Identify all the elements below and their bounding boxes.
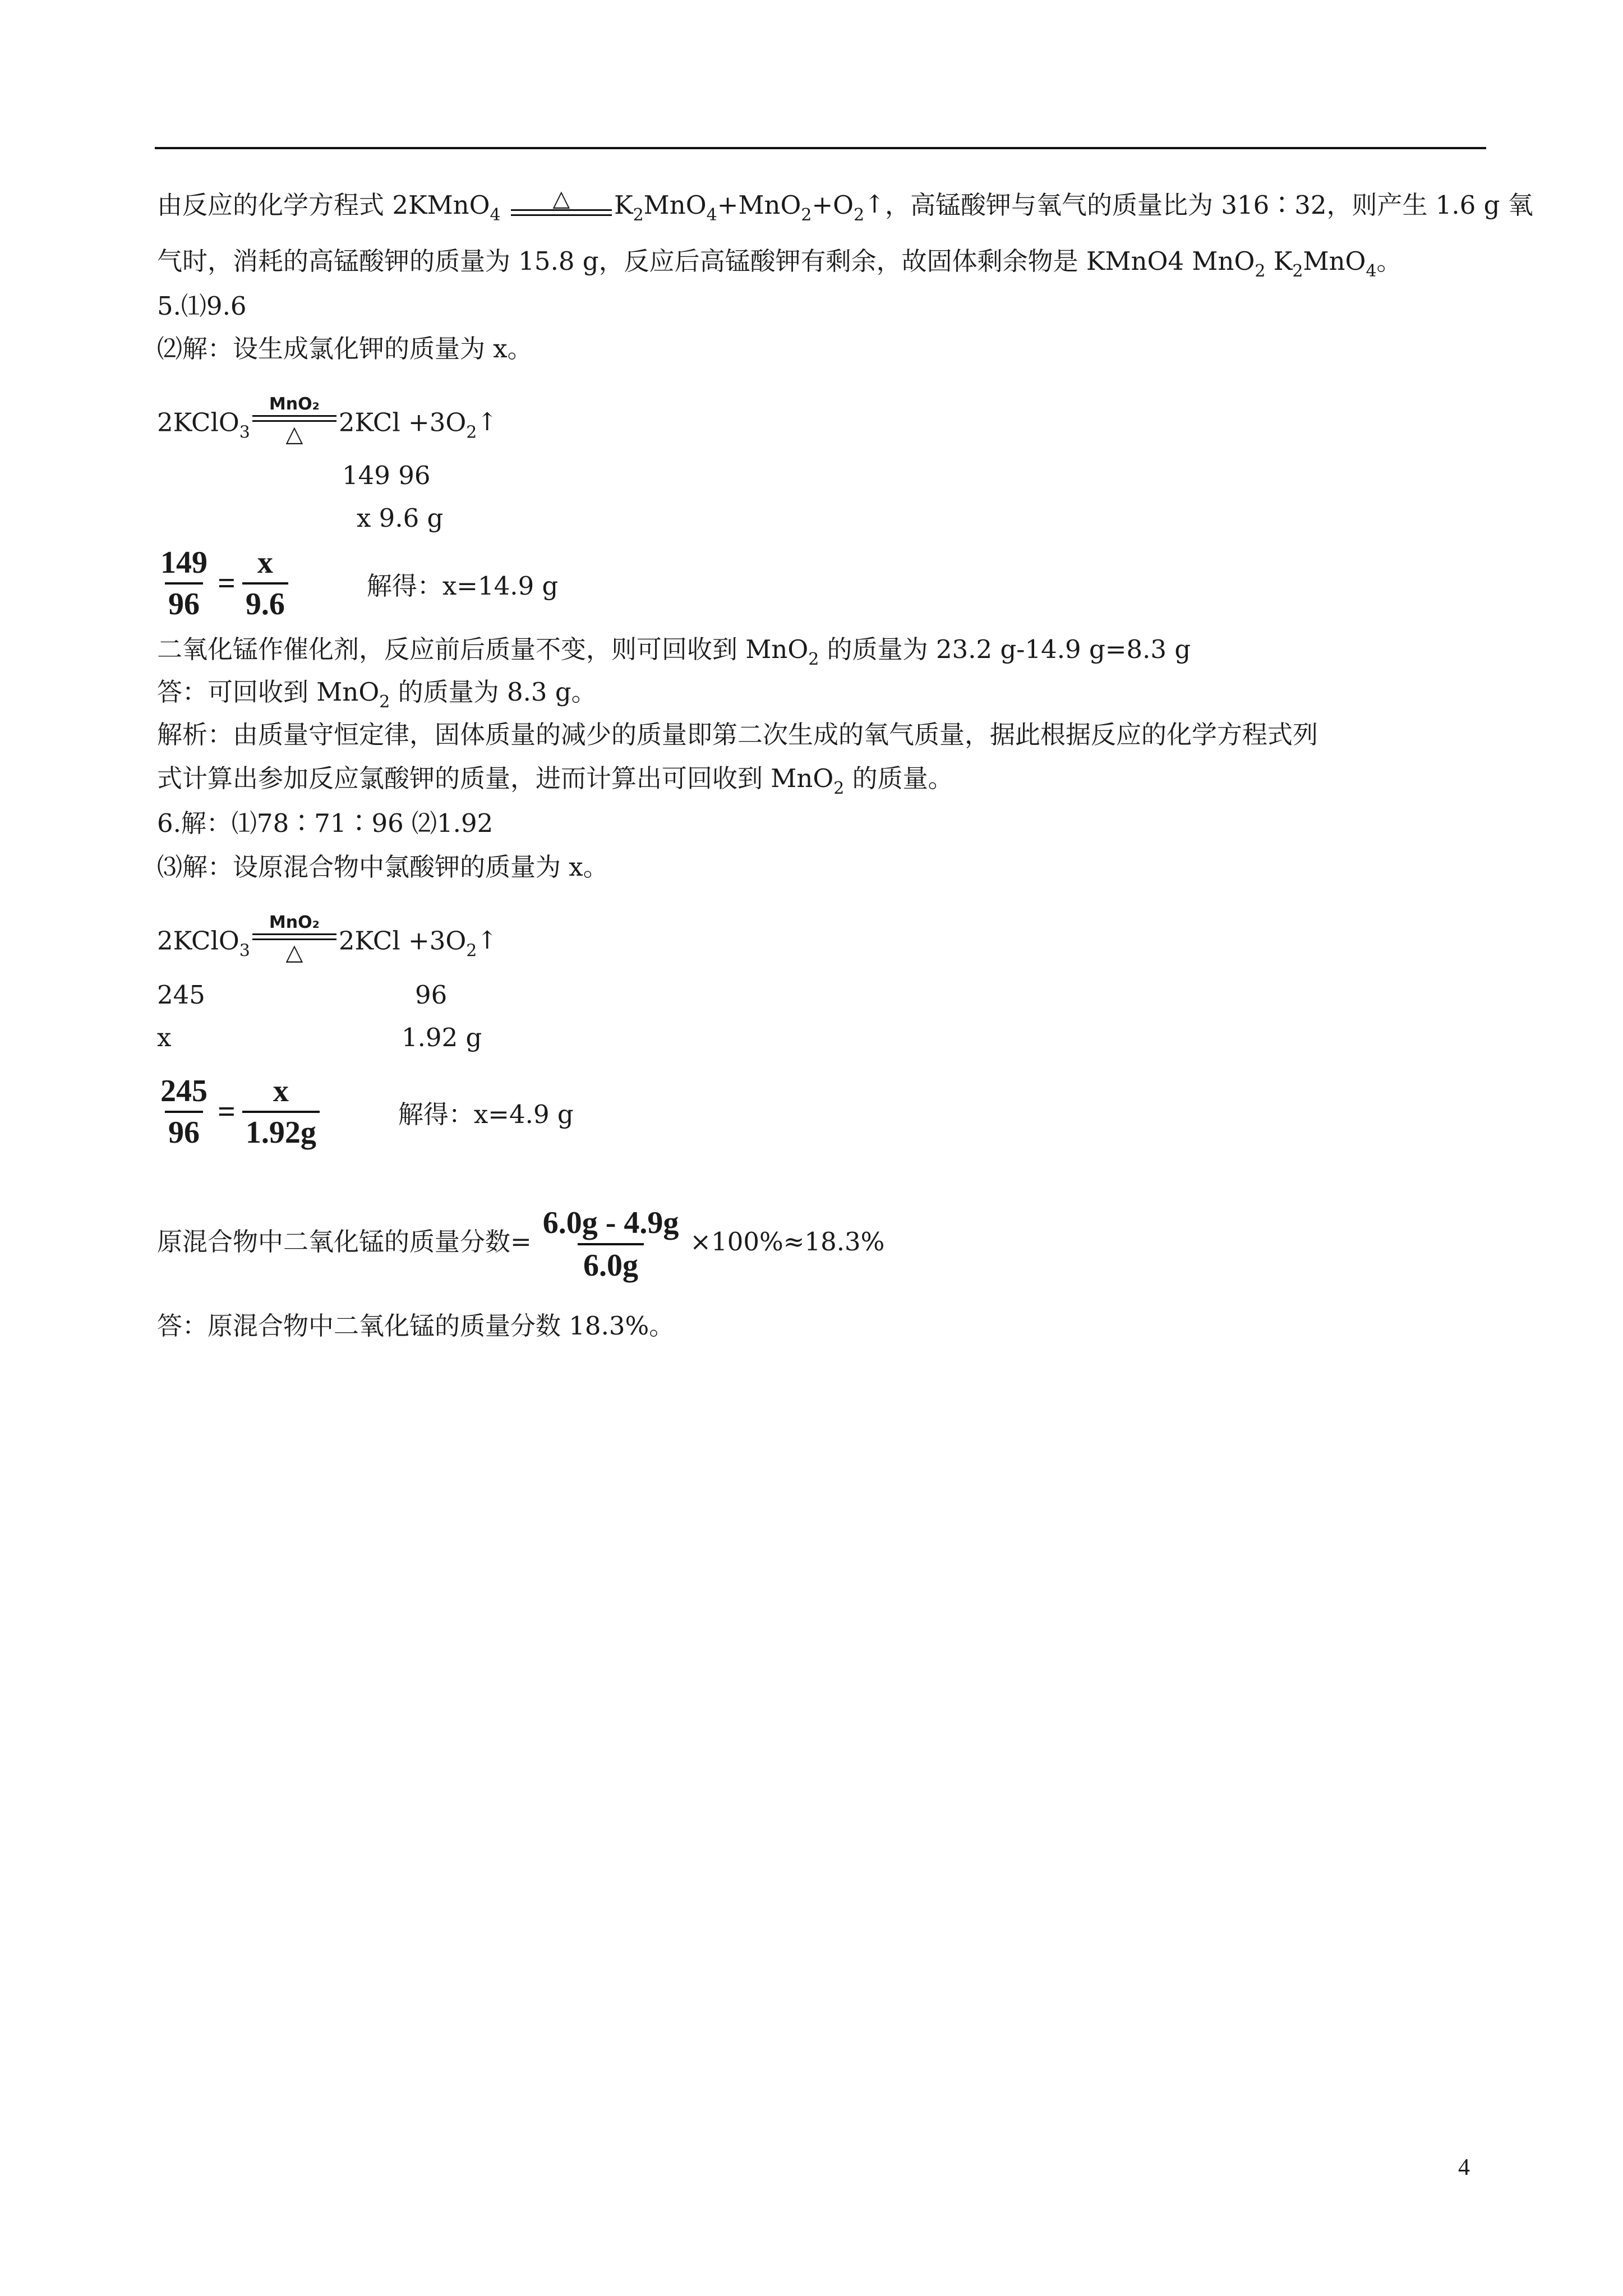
eq-kclo3: 2KClO — [157, 407, 239, 438]
q6-val-b: 1.92 g — [402, 1023, 482, 1052]
q6-proportion — [157, 1071, 574, 1152]
numerator: x — [273, 1074, 289, 1108]
reaction-condition — [511, 185, 612, 217]
reaction-condition — [252, 395, 336, 445]
numerator: 6.0g - 4.9g — [542, 1205, 679, 1240]
catalyst-text-a: 二氧化锰作催化剂，反应前后质量不变，则可回收到 MnO — [157, 634, 809, 664]
sub: 4 — [490, 205, 501, 225]
para1-line2-c: MnO — [1303, 246, 1366, 276]
sub: 2 — [808, 650, 819, 669]
denominator: 6.0g — [578, 1243, 644, 1286]
eq-kclo3: 2KClO — [157, 926, 239, 956]
sub: 2 — [1255, 261, 1266, 281]
eq-products: 2KCl +3O — [338, 926, 467, 956]
reaction-equals — [511, 209, 612, 216]
denominator: 1.92g — [242, 1111, 320, 1152]
pct-tail: ×100%≈18.3% — [690, 1227, 885, 1257]
analysis-text-a: 式计算出参加反应氯酸钾的质量，进而计算出可回收到 MnO — [157, 763, 834, 793]
heat-symbol: △ — [285, 940, 303, 965]
q6-val-a: x — [157, 1023, 172, 1052]
analysis-text-b: 的质量。 — [844, 763, 953, 793]
sub: 2 — [379, 692, 390, 712]
sub: 2 — [466, 422, 477, 443]
denominator: 96 — [165, 1111, 203, 1152]
eq-mno2: +MnO — [717, 190, 801, 220]
sub: 4 — [706, 205, 717, 225]
q5-catalyst-line — [157, 633, 1191, 669]
denominator: 96 — [165, 582, 203, 624]
eq-kmno4: 2KMnO — [392, 190, 490, 220]
eq-k: K — [614, 190, 633, 220]
eq-o2: +O — [811, 190, 854, 220]
sub: 3 — [239, 941, 250, 961]
up-arrow-icon: ↑ — [477, 407, 498, 436]
q5-answer — [157, 675, 597, 712]
fraction-left — [157, 543, 211, 624]
sub: 3 — [239, 422, 250, 443]
denominator: 9.6 — [242, 582, 288, 624]
equals-sign: = — [218, 1094, 236, 1129]
pct-label: 原混合物中二氧化锰的质量分数= — [157, 1227, 532, 1257]
sub: 2 — [633, 205, 644, 225]
numerator: x — [257, 545, 273, 580]
q6-equation — [157, 913, 498, 968]
q5-value-row: x 9.6 g — [357, 503, 444, 533]
para1-line1 — [157, 185, 1533, 225]
sub: 2 — [854, 205, 865, 225]
q5-mass-row: 149 96 — [342, 461, 431, 490]
catalyst-text-b: 的质量为 23.2 g-14.9 g=8.3 g — [819, 634, 1191, 664]
numerator: 245 — [160, 1074, 208, 1108]
catalyst-label: MnO₂ — [269, 913, 320, 932]
q5-equation — [157, 394, 498, 450]
heat-symbol: △ — [285, 421, 303, 447]
q5-analysis-2 — [157, 762, 953, 798]
fraction-left — [157, 1071, 211, 1152]
para1-line2 — [157, 245, 1402, 281]
eq-products: 2KCl +3O — [338, 407, 467, 438]
sub: 2 — [1292, 261, 1303, 281]
q6-mass-a: 245 — [157, 980, 205, 1010]
q5-proportion — [157, 543, 558, 624]
para1-text-b: ，高锰酸钾与氧气的质量比为 316∶32，则产生 1.6 g 氧 — [885, 190, 1533, 220]
para1-line2-a: 气时，消耗的高锰酸钾的质量为 15.8 g，反应后高锰酸钾有剩余，故固体剩余物是 KMnO4 MnO — [157, 246, 1255, 276]
answer-text-a: 答：可回收到 MnO — [157, 677, 380, 707]
up-arrow-icon: ↑ — [477, 926, 498, 955]
q6-answer: 答：原混合物中二氧化锰的质量分数 18.3%。 — [157, 1311, 675, 1341]
q6-part3: ⑶解：设原混合物中氯酸钾的质量为 x。 — [157, 852, 608, 882]
catalyst-label: MnO₂ — [269, 394, 320, 414]
page-number: 4 — [1458, 2155, 1470, 2180]
equals-sign: = — [218, 566, 236, 601]
numerator: 149 — [160, 545, 208, 580]
q6-part1: 6.解：⑴78∶71∶96 ⑵1.92 — [157, 808, 494, 838]
sub: 2 — [466, 941, 477, 961]
heat-symbol: △ — [552, 185, 570, 211]
solve-result: 解得：x=4.9 g — [398, 1099, 574, 1129]
reaction-condition — [252, 913, 336, 964]
pct-fraction — [537, 1203, 685, 1286]
sub: 4 — [1366, 261, 1377, 281]
eq-mno: MnO — [643, 190, 707, 220]
up-arrow-icon: ↑ — [864, 190, 886, 219]
header-rule — [155, 147, 1486, 149]
q6-percentage — [157, 1197, 884, 1287]
para1-line2-b: K — [1265, 246, 1293, 276]
q5-part2: ⑵解：设生成氯化钾的质量为 x。 — [157, 334, 533, 364]
q5-analysis-1: 解析：由质量守恒定律，固体质量的减少的质量即第二次生成的氧气质量，据此根据反应的化学方程式列 — [157, 720, 1318, 749]
q5-part1: 5.⑴9.6 — [157, 291, 247, 321]
solve-result: 解得：x=14.9 g — [366, 570, 559, 601]
q6-mass-b: 96 — [415, 980, 448, 1010]
sub: 2 — [833, 779, 845, 798]
fraction-right — [242, 1071, 320, 1152]
answer-text-b: 的质量为 8.3 g。 — [390, 677, 597, 707]
para1-line2-d: 。 — [1376, 246, 1402, 276]
sub: 2 — [801, 205, 812, 225]
fraction-right — [242, 543, 288, 624]
para1-text-a: 由反应的化学方程式 — [157, 190, 385, 220]
